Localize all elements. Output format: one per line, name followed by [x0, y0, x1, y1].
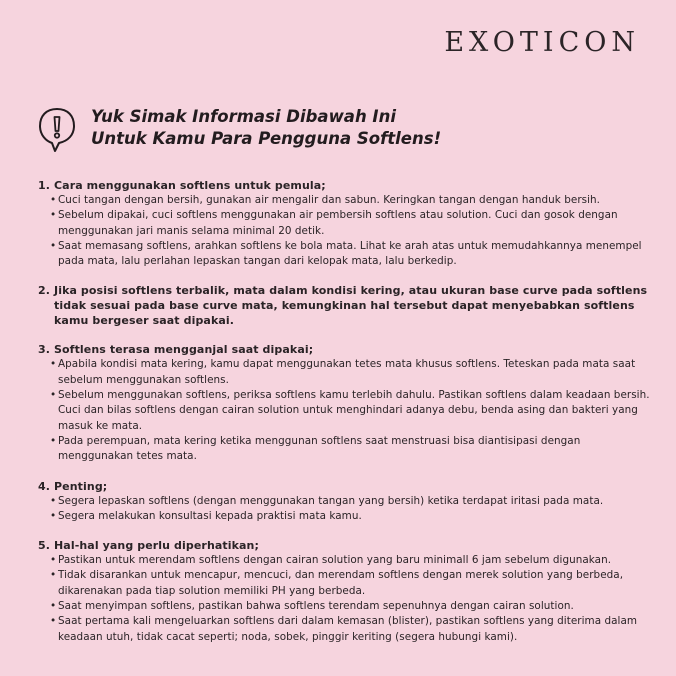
section-heading [38, 178, 650, 193]
section-title: Penting; [54, 479, 108, 493]
section-heading [38, 538, 650, 553]
bullet-list [38, 494, 650, 525]
list-item: • Apabila kondisi mata kering, kamu dapat menggunakan tetes mata khusus softlens. Teteskan pada mata saat sebelum menggunakan softlens. [50, 358, 636, 386]
bullet-list [38, 193, 650, 269]
bullet-list [38, 553, 650, 645]
header-line-1: Yuk Simak Informasi Dibawah Ini [91, 107, 396, 126]
section-number: 4. [38, 479, 51, 493]
list-item: • Saat menyimpan softlens, pastikan bahwa softlens terendam sepenuhnya dengan cairan solution. [50, 600, 574, 613]
section-title: Hal-hal yang perlu diperhatikan; [54, 539, 259, 553]
list-item: • Pada perempuan, mata kering ketika menggunan softlens saat menstruasi bisa diantisipasi dengan menggunakan tetes mata. [50, 434, 581, 463]
section-3 [38, 342, 650, 464]
exclamation-speech-bubble-icon [37, 106, 77, 154]
section-number: 5. [38, 539, 51, 553]
list-item: • Sebelum menggunakan softlens, periksa softlens kamu terlebih dahulu. Pastikan softlens dalam keadaan bersih. Cuci dan bilas softlens dengan cairan solution untuk menghindari adanya debu, benda asing dan bakteri yang masuk ke mata. [50, 389, 650, 432]
section-title: Jika posisi softlens terbalik, mata dalam kondisi kering, atau ukuran base curve pada softlens tidak sesuai pada base curve mata, kemungkinan hal tersebut dapat menyebabkan softlens kamu bergeser saat dipakai. [54, 284, 648, 328]
section-title: Softlens terasa mengganjal saat dipakai; [54, 343, 314, 357]
info-list [38, 178, 650, 659]
header-line-2: Untuk Kamu Para Pengguna Softlens! [91, 129, 442, 148]
brand-logo: EXOTICON [444, 27, 640, 58]
list-item: • Tidak disarankan untuk mencapur, mencuci, dan merendam softlens dengan merek solution yang berbeda, dikarenakan pada tiap solution memiliki PH yang berbeda. [50, 569, 624, 597]
section-heading [38, 342, 650, 357]
section-number: 3. [38, 343, 51, 357]
bullet-list [38, 357, 650, 464]
section-title: Cara menggunakan softlens untuk pemula; [54, 179, 326, 192]
header-title [91, 106, 441, 150]
section-heading [38, 479, 650, 494]
section-4 [38, 479, 650, 525]
list-item: • Sebelum dipakai, cuci softlens menggunakan air pembersih softlens atau solution. Cuci dan gosok dengan menggunakan jari manis selama minimal 20 detik. [50, 209, 618, 237]
list-item: • Cuci tangan dengan bersih, gunakan air mengalir dan sabun. Keringkan tangan dengan handuk bersih. [50, 194, 601, 206]
section-heading [38, 283, 650, 328]
section-2 [38, 283, 650, 328]
section-1 [38, 178, 650, 269]
section-number: 1. [38, 179, 51, 192]
section-number: 2. [38, 284, 51, 298]
list-item: • Segera melakukan konsultasi kepada praktisi mata kamu. [50, 509, 362, 522]
section-5 [38, 538, 650, 645]
info-header [37, 106, 441, 154]
list-item: • Saat memasang softlens, arahkan softlens ke bola mata. Lihat ke arah atas untuk memudahkannya menempel pada mata, lalu perlahan lepaskan tangan dari kelopak mata, lalu berkedip. [50, 239, 642, 268]
list-item: • Pastikan untuk merendam softlens dengan cairan solution yang baru minimall 6 jam sebelum digunakan. [50, 554, 612, 567]
list-item: • Segera lepaskan softlens (dengan menggunakan tangan yang bersih) ketika terdapat iritasi pada mata. [50, 494, 604, 507]
list-item: • Saat pertama kali mengeluarkan softlens dari dalam kemasan (blister), pastikan softlens yang diterima dalam keadaan utuh, tidak cacat seperti; noda, sobek, pinggir keriting (segera hubungi kami). [50, 615, 638, 643]
